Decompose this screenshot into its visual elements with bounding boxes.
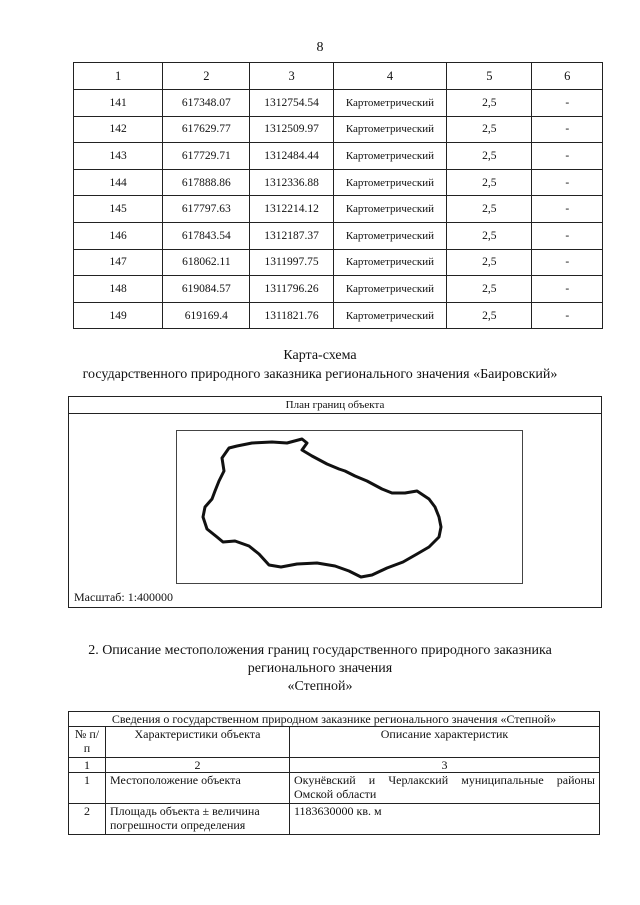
table-cell: - <box>532 222 603 249</box>
table-row <box>74 90 603 117</box>
index-cell: 3 <box>290 758 600 773</box>
info-table-caption: Сведения о государственном природном заказнике регионального значения «Степной» <box>69 712 600 727</box>
table-cell: 1312484.44 <box>250 143 333 170</box>
table-row <box>69 773 600 804</box>
map-frame <box>176 430 523 584</box>
table-cell: - <box>532 169 603 196</box>
index-cell: 2 <box>106 758 290 773</box>
table-cell: 617888.86 <box>163 169 250 196</box>
section-title-line3: «Степной» <box>287 679 353 694</box>
table-cell: 617843.54 <box>163 222 250 249</box>
table-row <box>74 249 603 276</box>
table-cell: Картометрический <box>333 116 446 143</box>
table-cell: 142 <box>74 116 163 143</box>
column-header: 3 <box>250 63 333 90</box>
column-header: 4 <box>333 63 446 90</box>
table-cell: 1312187.37 <box>250 222 333 249</box>
page-number: 8 <box>316 40 324 55</box>
coordinates-table <box>73 62 603 329</box>
reserve-boundary <box>203 439 441 577</box>
col-number-header: № п/п <box>69 727 106 758</box>
col-description-header: Описание характеристик <box>290 727 600 758</box>
table-cell: 617729.71 <box>163 143 250 170</box>
section-title-line2: регионального значения <box>247 661 393 676</box>
table-cell: 148 <box>74 276 163 303</box>
table-cell: 617797.63 <box>163 196 250 223</box>
table-row <box>74 222 603 249</box>
table-cell: Картометрический <box>333 169 446 196</box>
table-header-row <box>74 63 603 90</box>
table-cell: 2,5 <box>447 143 532 170</box>
table-cell: Картометрический <box>333 90 446 117</box>
table-cell: Картометрический <box>333 276 446 303</box>
table-cell: 1311997.75 <box>250 249 333 276</box>
table-cell: 147 <box>74 249 163 276</box>
table-cell: 149 <box>74 302 163 329</box>
map-title-line1: Карта-схема <box>283 348 357 363</box>
table-cell: Картометрический <box>333 302 446 329</box>
table-cell: Картометрический <box>333 196 446 223</box>
table-cell: 2,5 <box>447 169 532 196</box>
table-cell: 617629.77 <box>163 116 250 143</box>
table-cell: Картометрический <box>333 143 446 170</box>
row-characteristic: Площадь объекта ± величина погрешности определения <box>106 804 290 835</box>
table-cell: 1312214.12 <box>250 196 333 223</box>
table-cell: 619084.57 <box>163 276 250 303</box>
section-title-line1: 2. Описание местоположения границ государственного природного заказника <box>88 643 552 658</box>
table-row <box>74 143 603 170</box>
table-cell: 2,5 <box>447 302 532 329</box>
table-cell: 141 <box>74 90 163 117</box>
column-header: 5 <box>447 63 532 90</box>
table-cell: 2,5 <box>447 222 532 249</box>
table-cell: 145 <box>74 196 163 223</box>
table-cell: 2,5 <box>447 196 532 223</box>
table-cell: - <box>532 249 603 276</box>
column-header: 2 <box>163 63 250 90</box>
row-number: 1 <box>69 773 106 804</box>
row-characteristic: Местоположение объекта <box>106 773 290 804</box>
index-cell: 1 <box>69 758 106 773</box>
table-cell: 143 <box>74 143 163 170</box>
table-row <box>74 196 603 223</box>
section-title <box>0 642 640 696</box>
row-description: Окунёвский и Черлакский муниципальные районы Омской области <box>290 773 600 804</box>
table-cell: 2,5 <box>447 90 532 117</box>
row-description: 1183630000 кв. м <box>290 804 600 835</box>
table-cell: - <box>532 116 603 143</box>
table-cell: 2,5 <box>447 276 532 303</box>
table-cell: 618062.11 <box>163 249 250 276</box>
table-cell: 619169.4 <box>163 302 250 329</box>
map-header: План границ объекта <box>69 397 601 414</box>
table-row <box>74 169 603 196</box>
table-cell: - <box>532 90 603 117</box>
table-cell: 1311796.26 <box>250 276 333 303</box>
table-cell: 1312509.97 <box>250 116 333 143</box>
table-cell: 1312754.54 <box>250 90 333 117</box>
table-row <box>74 276 603 303</box>
table-cell: 1312336.88 <box>250 169 333 196</box>
boundary-map <box>177 431 522 583</box>
map-scale: Масштаб: 1:400000 <box>74 590 174 604</box>
table-cell: 617348.07 <box>163 90 250 117</box>
table-cell: 2,5 <box>447 116 532 143</box>
map-title-line2: государственного природного заказника регионального значения «Баировский» <box>82 367 558 382</box>
table-cell: Картометрический <box>333 222 446 249</box>
column-header: 6 <box>532 63 603 90</box>
table-cell: - <box>532 276 603 303</box>
table-cell: 146 <box>74 222 163 249</box>
col-characteristic-header: Характеристики объекта <box>106 727 290 758</box>
map-title <box>0 346 640 384</box>
column-header: 1 <box>74 63 163 90</box>
table-cell: 2,5 <box>447 249 532 276</box>
table-cell: - <box>532 143 603 170</box>
table-cell: - <box>532 302 603 329</box>
table-cell: 1311821.76 <box>250 302 333 329</box>
map-panel <box>68 396 602 608</box>
table-row <box>69 804 600 835</box>
table-cell: 144 <box>74 169 163 196</box>
table-row <box>74 302 603 329</box>
info-table <box>68 711 600 835</box>
row-number: 2 <box>69 804 106 835</box>
table-row <box>74 116 603 143</box>
table-cell: - <box>532 196 603 223</box>
table-cell: Картометрический <box>333 249 446 276</box>
